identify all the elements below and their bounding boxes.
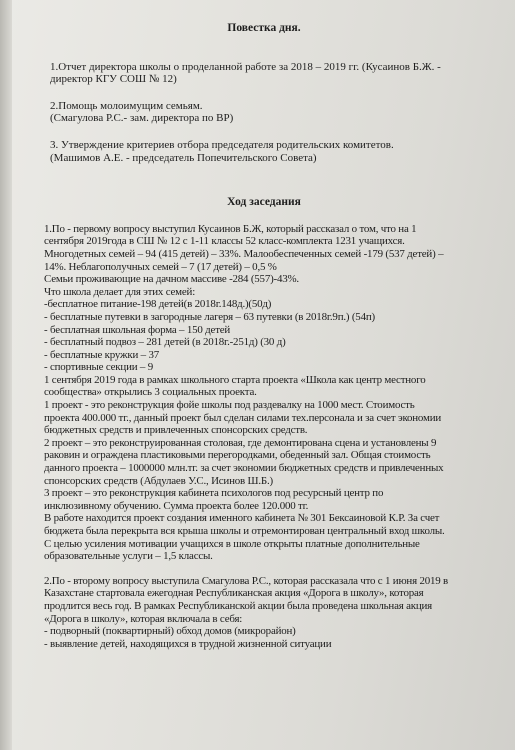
body-line: В работе находится проект создания именного кабинета № 301 Бексаиновой К.Р. За счет: [44, 512, 440, 525]
body-line: образовательные услуги – 1,5 классы.: [44, 550, 213, 563]
body-line: - подворный (поквартирный) обход домов (микрорайон): [44, 625, 296, 638]
agenda-line: 3. Утверждение критериев отбора председателя родительских комитетов.: [50, 138, 394, 151]
body-line: Казахстане стартовала ежегодная Республиканская акция «Дорога в школу», которая: [44, 587, 424, 600]
body-line: сообщества» открылись 3 социальных проекта.: [44, 386, 257, 399]
page-shadow-edge: [0, 0, 12, 750]
body-line: Семьи проживающие на дачном массиве -284 (557)-43%.: [44, 273, 299, 286]
body-line: Многодетных семей – 94 (415 детей) – 33%. Малообеспеченных семей -179 (537 детей) –: [44, 247, 444, 260]
body-line: спонсорских средств (Абдулаев У.С., Исинов Ш.Б.): [44, 474, 273, 487]
body-line: раковин и ограждена пластиковыми перегородками, обеденный зал. Общая стоимость: [44, 449, 431, 462]
agenda-item-1: [50, 61, 484, 86]
body-line: - спортивные секции – 9: [44, 361, 153, 374]
section-title: Ход заседания: [227, 196, 301, 209]
agenda-line: 2.Помощь молоимущим семьям.: [50, 99, 203, 112]
agenda-line: (Машимов А.Е. - председатель Попечительского Совета): [50, 151, 317, 164]
body-line: 1.По - первому вопросу выступил Кусаинов Б.Ж, который рассказал о том, что на 1: [44, 222, 417, 235]
agenda-line: директор КГУ СОШ № 12): [50, 73, 177, 86]
body-line: - бесплатная школьная форма – 150 детей: [44, 323, 231, 336]
body-line: - бесплатные кружки – 37: [44, 348, 159, 361]
first-question-body: [44, 223, 484, 563]
agenda-title: Повестка дня.: [227, 22, 301, 34]
body-line: 2 проект – это реконструированная столовая, где демонтирована сцена и установлены 9: [44, 436, 437, 449]
body-line: 14%. Неблагополучных семей – 7 (17 детей) – 0,5 %: [44, 260, 277, 273]
body-line: сентября 2019года в СШ № 12 с 1-11 классы 52 класс-комплекта 1231 учащихся.: [44, 235, 405, 248]
body-line: бюджета была перекрыта вся крыша школы и отремонтирован центральный вход школы.: [44, 525, 445, 537]
body-line: - бесплатные путевки в загородные лагеря – 63 путевки (в 2018г.9п.) (54п): [44, 310, 375, 323]
body-line: - выявление детей, находящихся в трудной жизненной ситуации: [44, 637, 332, 650]
body-line: проекта 400.000 тг., данный проект был сделан силами тех.персонала и за счет экономии: [44, 411, 442, 424]
agenda-line: (Смагулова Р.С.- зам. директора по ВР): [50, 112, 234, 125]
body-line: бюджетных средств и привлеченных спонсорских средств.: [44, 424, 308, 437]
body-line: продлится весь год. В рамках Республиканской акции была проведена школьная акция: [44, 599, 433, 612]
body-line: инклюзивному обучению. Сумма проекта более 120.000 тг.: [44, 499, 309, 512]
body-line: «Дорога в школу», которая включала в себя:: [44, 612, 243, 625]
body-line: 1 сентября 2019 года в рамках школьного старта проекта «Школа как центр местного: [44, 373, 426, 386]
agenda-item-2: [50, 100, 484, 125]
agenda-item-3: [50, 139, 484, 164]
body-line: -бесплатное питание-198 детей(в 2018г.148д.)(50д): [44, 298, 272, 311]
body-line: данного проекта – 1000000 млн.тг. за счет экономии бюджетных средств и привлеченных: [44, 462, 444, 475]
second-question-body: [44, 575, 484, 651]
body-line: Что школа делает для этих семей:: [44, 285, 196, 298]
document-content: [44, 22, 484, 650]
body-line: 3 проект – это реконструкция кабинета психологов под ресурсный центр по: [44, 487, 384, 500]
body-line: - бесплатный подвоз – 281 детей (в 2018г.-251д) (30 д): [44, 336, 286, 349]
body-line: 1 проект - это реконструкция фойе школы под раздевалку на 1000 мест. Стоимость: [44, 399, 415, 412]
body-line: С целью усиления мотивации учащихся в школе открыты платные дополнительные: [44, 537, 420, 550]
agenda-line: 1.Отчет директора школы о проделанной работе за 2018 – 2019 гг. (Кусаинов Б.Ж. -: [50, 60, 441, 73]
body-line: 2.По - второму вопросу выступила Смагулова Р.С., которая рассказала что с 1 июня 2019 в: [44, 574, 449, 587]
